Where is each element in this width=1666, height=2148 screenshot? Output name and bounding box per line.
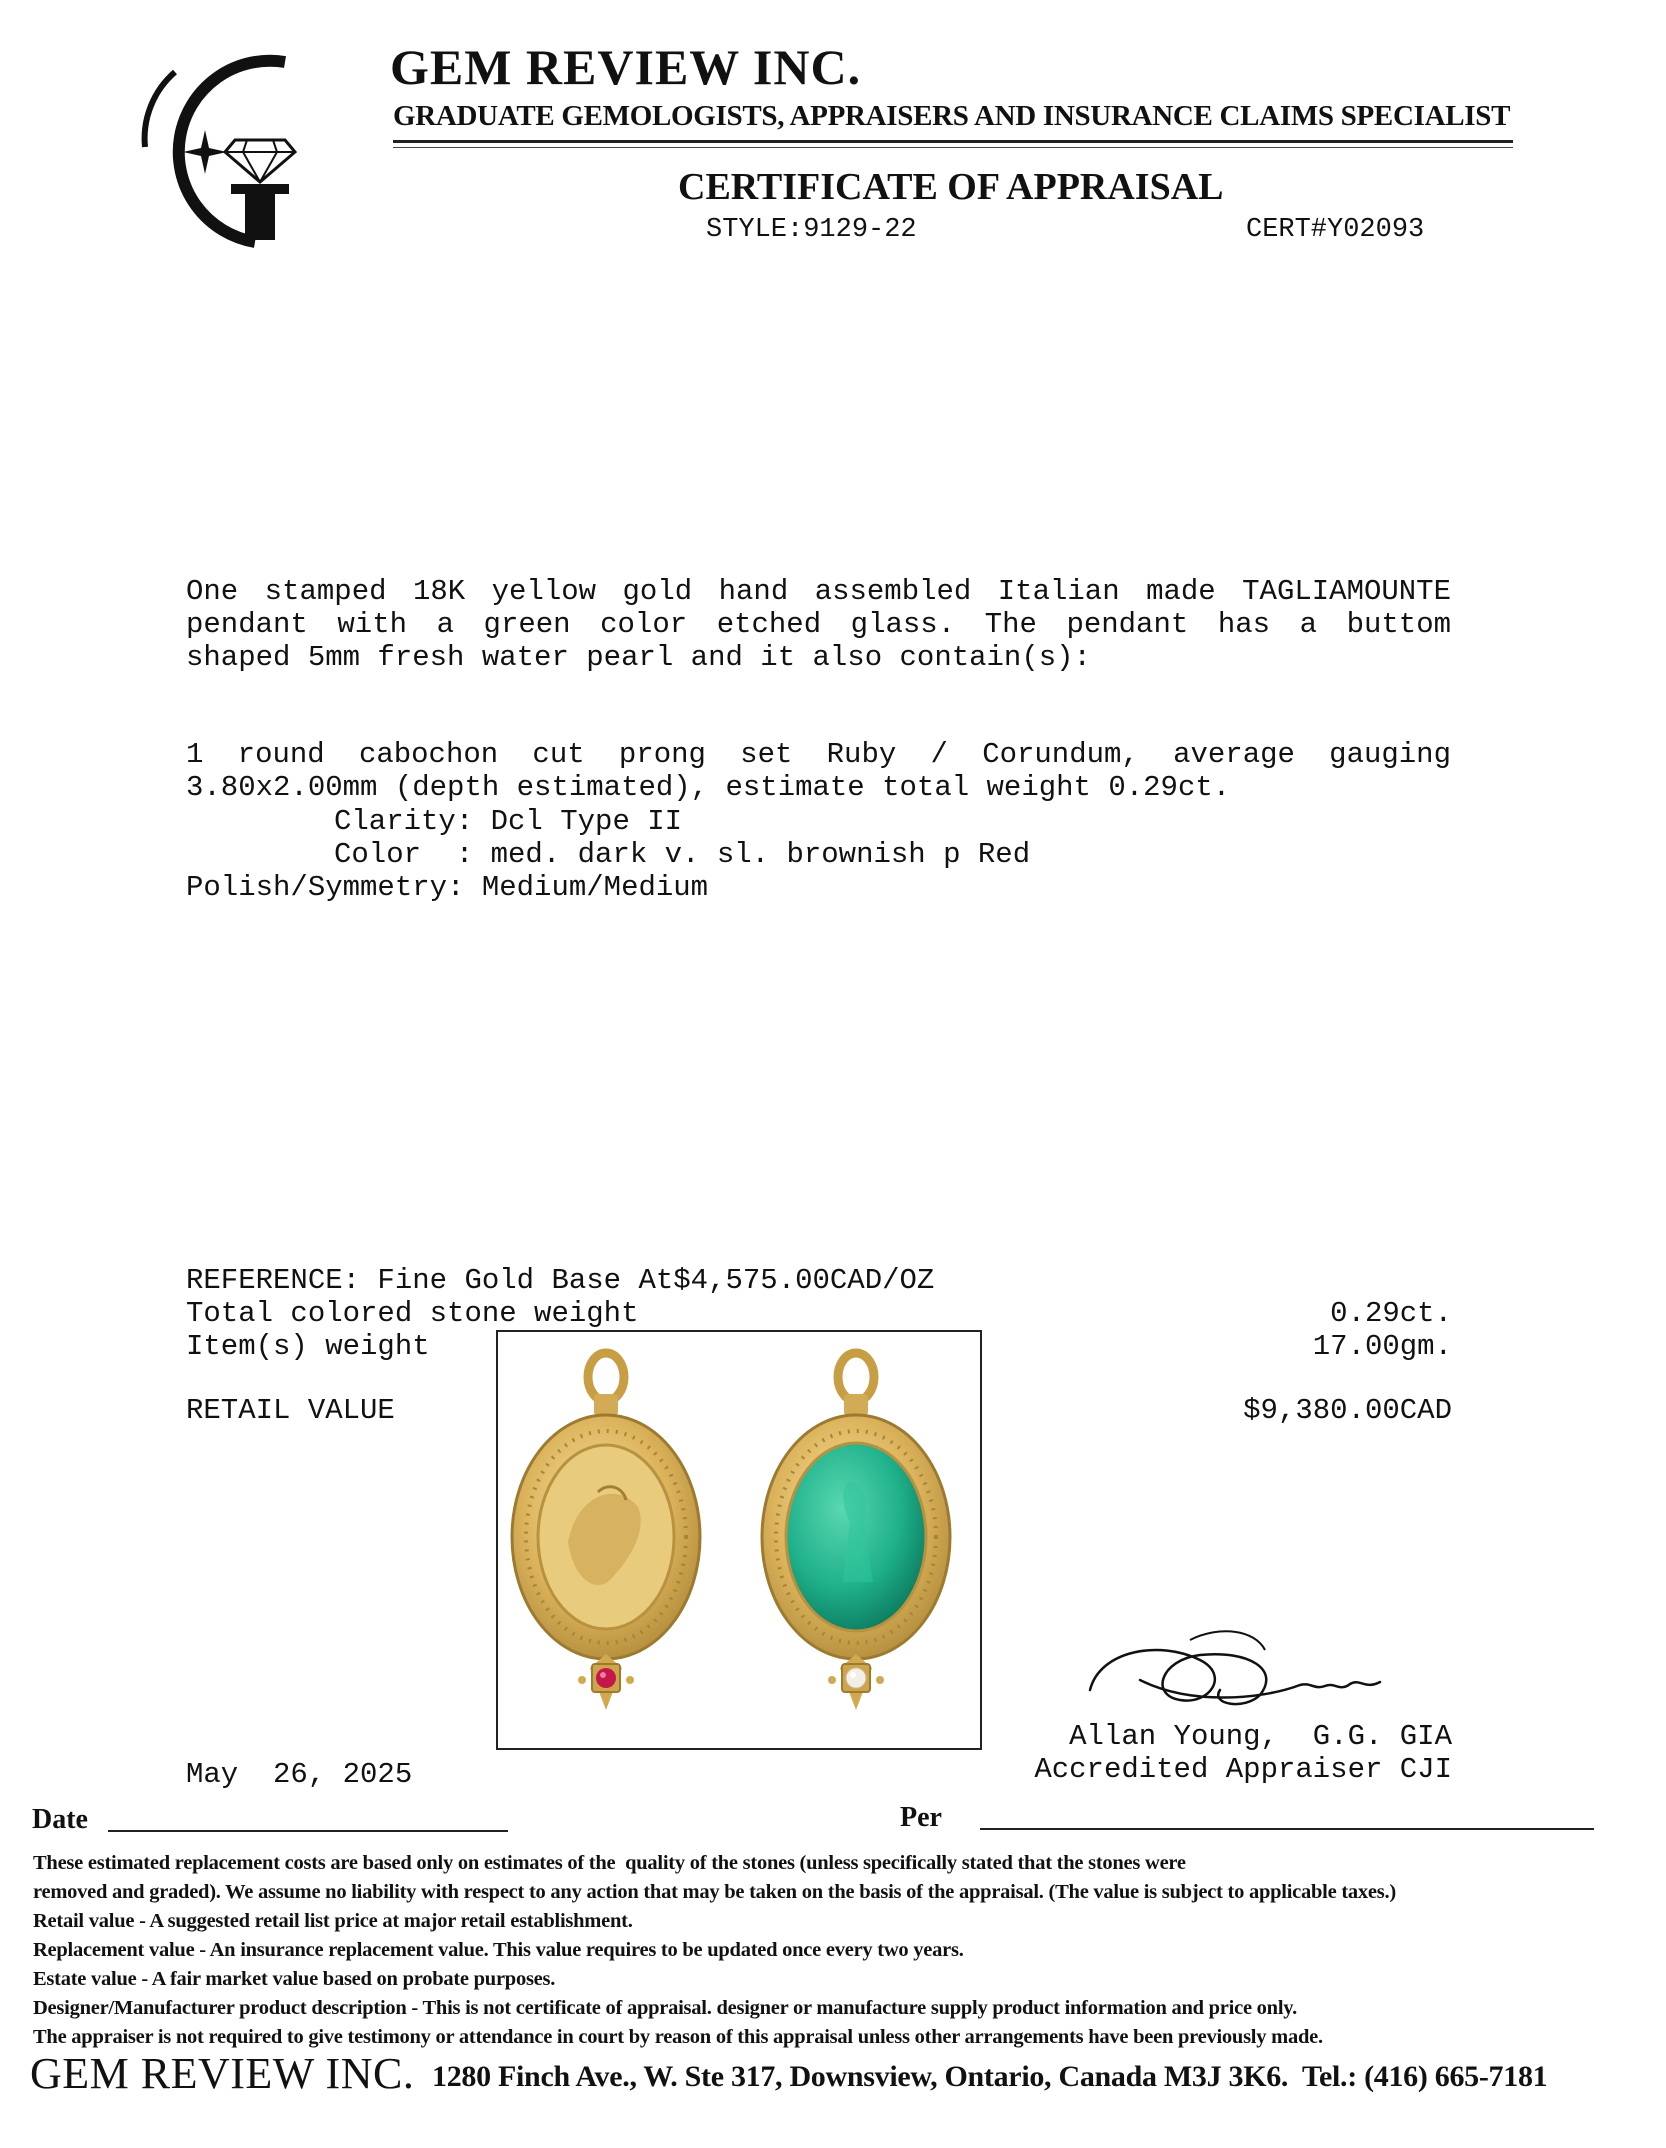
pendant-green-glass: [762, 1353, 950, 1710]
company-tagline: GRADUATE GEMOLOGISTS, APPRAISERS AND INSURANCE CLAIMS SPECIALIST: [393, 100, 1511, 132]
certificate-title: CERTIFICATE OF APPRAISAL: [678, 166, 1224, 208]
disclaimer-replacement: Replacement value - An insurance replacement value. This value requires to be updated once every two years.: [33, 1939, 964, 1961]
description-line-1: One stamped 18K yellow gold hand assembled Italian made TAGLIAMOUNTE: [186, 575, 1451, 608]
disclaimer-line-1: These estimated replacement costs are based only on estimates of the quality of the stones (unless specifically stated that the stones were: [33, 1852, 1186, 1874]
per-line: [980, 1828, 1594, 1830]
pendant-gold-face: [512, 1353, 700, 1710]
appraiser-accreditation: Accredited Appraiser CJI: [1034, 1753, 1452, 1786]
date-label: Date: [32, 1804, 88, 1835]
stone-clarity: Clarity: Dcl Type II: [334, 805, 683, 838]
footer-address: 1280 Finch Ave., W. Ste 317, Downsview, Ontario, Canada M3J 3K6. Tel.: (416) 665-7181: [432, 2060, 1548, 2093]
disclaimer-retail: Retail value - A suggested retail list price at major retail establishment.: [33, 1910, 633, 1932]
company-logo: [135, 52, 325, 252]
disclaimer-designer: Designer/Manufacturer product description - This is not certificate of appraisal. designer or manufacture supply product information and price only.: [33, 1997, 1298, 2019]
stone-color: Color : med. dark v. sl. brownish p Red: [334, 838, 1031, 871]
appraisal-date: May 26, 2025: [186, 1758, 413, 1791]
stone-line-1: 1 round cabochon cut prong set Ruby / Corundum, average gauging: [186, 738, 1451, 771]
item-weight-value: 17.00gm.: [1312, 1330, 1452, 1363]
header-rule-thin: [393, 147, 1513, 148]
date-line: [108, 1830, 508, 1832]
retail-value-label: RETAIL VALUE: [186, 1394, 395, 1427]
pendant-photo: [496, 1330, 982, 1750]
gold-reference: REFERENCE: Fine Gold Base At$4,575.00CAD/OZ: [186, 1264, 935, 1297]
stone-weight-value: 0.29ct.: [1330, 1297, 1452, 1330]
item-weight-label: Item(s) weight: [186, 1330, 430, 1363]
footer-company-name: GEM REVIEW INC.: [30, 2049, 415, 2098]
stone-line-2: 3.80x2.00mm (depth estimated), estimate total weight 0.29ct.: [186, 771, 1231, 804]
stone-polish-symmetry: Polish/Symmetry: Medium/Medium: [186, 871, 709, 904]
company-name: GEM REVIEW INC.: [390, 39, 862, 95]
appraiser-name: Allan Young, G.G. GIA: [1069, 1720, 1452, 1753]
style-number: STYLE:9129-22: [706, 215, 917, 245]
disclaimer-estate: Estate value - A fair market value based on probate purposes.: [33, 1968, 556, 1990]
header-rule: [393, 140, 1513, 143]
certificate-number: CERT#Y02093: [1246, 215, 1425, 245]
per-label: Per: [900, 1802, 942, 1833]
retail-value-amount: $9,380.00CAD: [1243, 1394, 1452, 1427]
stone-weight-label: Total colored stone weight: [186, 1297, 639, 1330]
disclaimer-line-2: removed and graded). We assume no liability with respect to any action that may be taken on the basis of the appraisal. (The value is subject to applicable taxes.): [33, 1881, 1396, 1903]
description-line-2: pendant with a green color etched glass. The pendant has a buttom: [186, 608, 1451, 641]
description-line-3: shaped 5mm fresh water pearl and it also contain(s):: [186, 641, 1091, 674]
disclaimer-testimony: The appraiser is not required to give testimony or attendance in court by reason of this appraisal unless other arrangements have been previously made.: [33, 2026, 1323, 2048]
